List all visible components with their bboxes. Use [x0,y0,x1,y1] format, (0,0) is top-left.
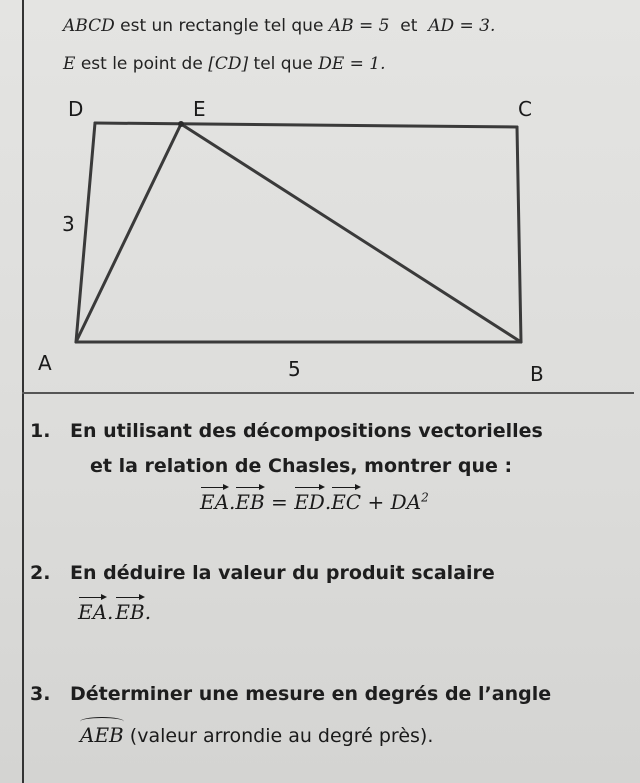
angle-aeb: AEB [80,723,124,747]
question-3 [30,683,551,705]
label-b: B [530,362,544,386]
vector-eb-2: EB [115,600,145,624]
label-d: D [68,97,84,121]
question-1-number: 1. [30,420,51,442]
intro-text-1: est un rectangle tel que [114,16,329,36]
question-1-line-2-wrap [90,455,512,477]
period: . [144,600,152,624]
ab-length: AB = 5 [328,16,390,36]
vector-ed: ED [294,490,325,514]
question-2-line-1: En déduire la valeur du produit scalaire [70,562,495,584]
point-e: E [63,54,76,74]
segment-cd: [CD] [208,54,249,74]
figure-lines [76,123,521,342]
vector-ea: EA [200,490,230,514]
intro-line-2 [63,54,386,74]
intro-text-3: tel que [248,54,319,74]
question-2 [30,562,495,584]
label-side-ad: 3 [62,212,75,236]
exponent: 2 [421,490,429,505]
intro-et: et [389,16,429,36]
side-dc [95,123,517,127]
question-3-line-2: (valeur arrondie au degré près). [123,725,434,747]
de-length: DE = 1. [318,54,386,74]
label-side-ab: 5 [288,357,301,381]
section-divider [22,392,634,394]
label-c: C [518,97,532,121]
label-a: A [38,351,52,375]
question-1-line-1: En utilisant des décompositions vectorielles [70,420,543,442]
question-3-number: 3. [30,683,51,705]
equals-sign: = [264,490,295,514]
intro-text-2: est le point de [75,54,209,74]
vector-ea-2: EA [78,600,108,624]
question-2-number: 2. [30,562,51,584]
question-2-formula: EA. EB. [78,600,152,624]
question-1-line-2: et la relation de Chasles, montrer que : [90,455,513,477]
side-cb [517,127,521,342]
intro-line-1 [63,16,495,36]
question-3-line-1: Déterminer une mesure en degrés de l’angle [70,683,552,705]
vector-eb: EB [235,490,265,514]
point-e-dot [178,121,184,127]
term-da: DA [390,490,422,514]
ad-length: AD = 3. [428,16,496,36]
question-1 [30,420,543,442]
rectangle-name: ABCD [63,16,115,36]
label-e: E [193,97,206,121]
question-3-line-2-wrap [80,723,433,747]
rectangle-figure [0,90,640,390]
question-1-formula: $EA.EB = ED.EC + DA^2$ [200,490,429,514]
plus-sign: + [361,490,391,514]
segment-eb [181,124,521,342]
vector-ec: EC [331,490,362,514]
